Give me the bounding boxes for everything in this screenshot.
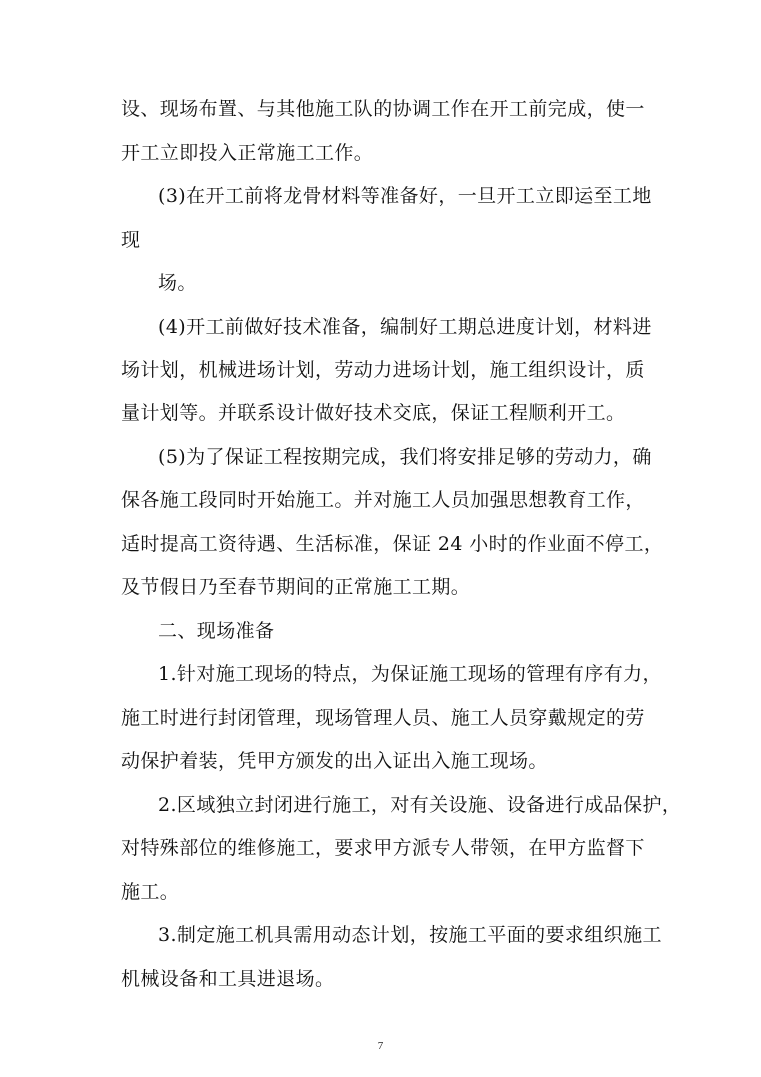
paragraph-first-line: (4)开工前做好技术准备，编制好工期总进度计划，材料进: [158, 316, 652, 338]
text-line: 动保护着装，凭甲方颁发的出入证出入施工现场。: [121, 750, 548, 772]
text-line: 场。: [158, 272, 197, 294]
text-line: 施工时进行封闭管理，现场管理人员、施工人员穿戴规定的劳: [121, 707, 645, 729]
text-line: 适时提高工资待遇、生活标准，保证 24 小时的作业面不停工，: [121, 533, 664, 555]
paragraph-first-line: (5)为了保证工程按期完成，我们将安排足够的劳动力，确: [158, 446, 652, 468]
paragraph-first-line: (3)在开工前将龙骨材料等准备好，一旦开工立即运至工地: [158, 185, 652, 207]
paragraph-first-line: 1.针对施工现场的特点，为保证施工现场的管理有序有力，: [158, 663, 662, 685]
text-line: 开工立即投入正常施工工作。: [121, 142, 374, 164]
text-line: 及节假日乃至春节期间的正常施工工期。: [121, 576, 471, 598]
page-number: 7: [377, 1040, 384, 1052]
text-line: 设、现场布置、与其他施工队的协调工作在开工前完成，使一: [121, 98, 645, 120]
paragraph-first-line: 2.区域独立封闭进行施工，对有关设施、设备进行成品保护，: [158, 794, 682, 816]
text-line: 现: [121, 229, 141, 251]
text-line: 机械设备和工具进退场。: [121, 968, 335, 990]
section-heading: 二、现场准备: [158, 620, 275, 642]
text-line: 量计划等。并联系设计做好技术交底，保证工程顺利开工。: [121, 402, 626, 424]
text-line: 对特殊部位的维修施工，要求甲方派专人带领，在甲方监督下: [121, 837, 645, 859]
text-line: 场计划，机械进场计划，劳动力进场计划，施工组织设计，质: [121, 359, 645, 381]
paragraph-first-line: 3.制定施工机具需用动态计划，按施工平面的要求组织施工: [158, 924, 662, 946]
text-line: 保各施工段同时开始施工。并对施工人员加强思想教育工作，: [121, 489, 645, 511]
text-line: 施工。: [121, 881, 180, 903]
